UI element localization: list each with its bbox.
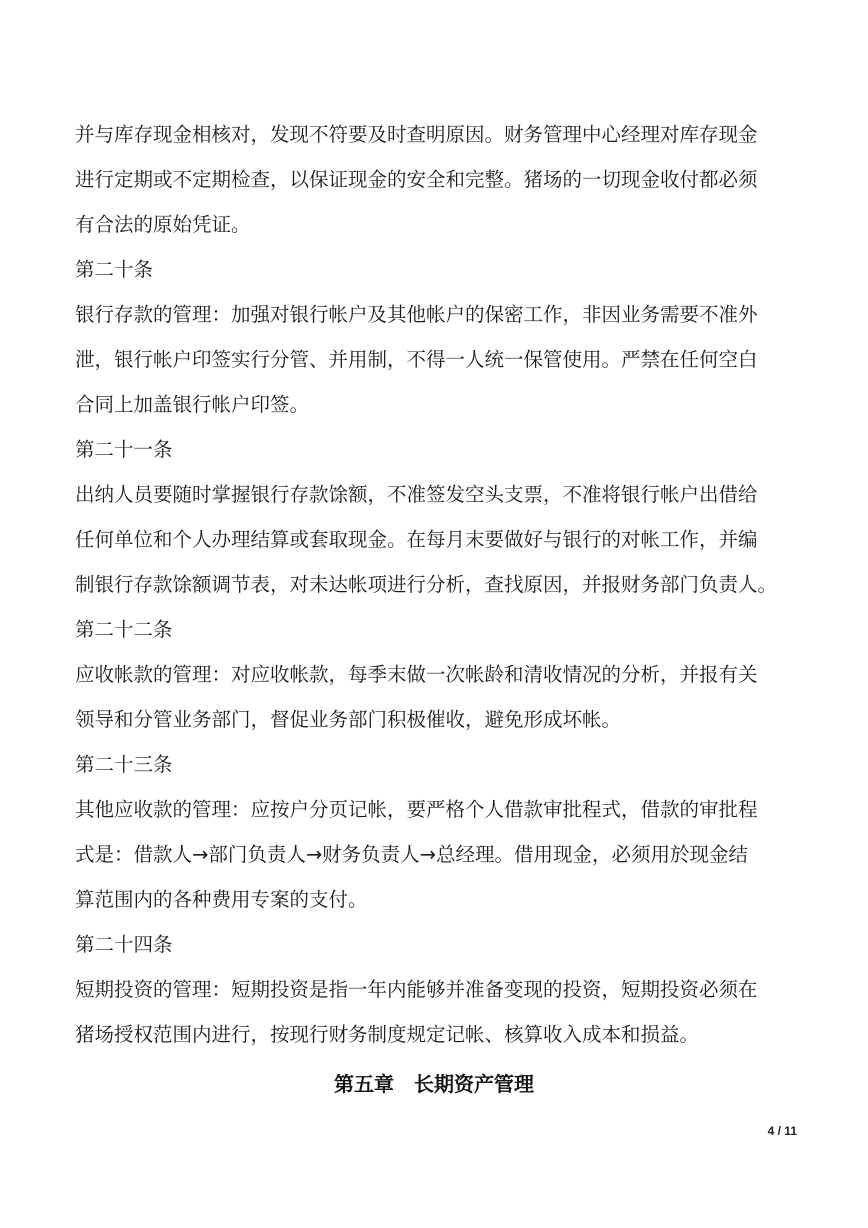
body-text-line: 式是：借款人→部门负责人→财务负责人→总经理。借用现金，必须用於现金结 (75, 843, 749, 866)
document-body (75, 112, 797, 1057)
body-text-line: 任何单位和个人办理结算或套取现金。在每月末要做好与银行的对帐工作，并编 (75, 528, 758, 551)
chapter-heading: 第五章 长期资产管理 (334, 1072, 534, 1096)
body-text-line: 银行存款的管理：加强对银行帐户及其他帐户的保密工作，非因业务需要不准外 (75, 303, 758, 326)
body-text-line: 应收帐款的管理：对应收帐款，每季末做一次帐龄和清收情况的分析，并报有关 (75, 663, 758, 686)
article-heading: 第二十三条 (75, 753, 173, 776)
body-text-line: 算范围内的各种费用专案的支付。 (75, 888, 368, 911)
body-text-line: 猪场授权范围内进行，按现行财务制度规定记帐、核算收入成本和损益。 (75, 1023, 700, 1046)
body-text-line: 进行定期或不定期检查，以保证现金的安全和完整。猪场的一切现金收付都必须 (75, 168, 758, 191)
body-text-line: 并与库存现金相核对，发现不符要及时查明原因。财务管理中心经理对库存现金 (75, 123, 758, 146)
article-heading: 第二十一条 (75, 438, 173, 461)
body-text-line: 泄，银行帐户印签实行分管、并用制，不得一人统一保管使用。严禁在任何空白 (75, 348, 758, 371)
body-text-line: 合同上加盖银行帐户印签。 (75, 393, 310, 416)
body-text-line: 出纳人员要随时掌握银行存款馀额，不准签发空头支票，不准将银行帐户出借给 (75, 483, 758, 506)
body-text-line: 短期投资的管理：短期投资是指一年内能够并准备变现的投资，短期投资必须在 (75, 978, 758, 1001)
body-text-line: 有合法的原始凭证。 (75, 213, 251, 236)
body-text-line: 其他应收款的管理：应按户分页记帐，要严格个人借款审批程式，借款的审批程 (75, 798, 758, 821)
page-number: 4 / 11 (767, 1124, 797, 1138)
body-text-line: 制银行存款馀额调节表，对未达帐项进行分析，查找原因，并报财务部门负责人。 (75, 573, 778, 596)
body-text-line: 领导和分管业务部门，督促业务部门积极催收，避免形成坏帐。 (75, 708, 622, 731)
article-heading: 第二十四条 (75, 933, 173, 956)
article-heading: 第二十条 (75, 258, 154, 281)
article-heading: 第二十二条 (75, 618, 173, 641)
